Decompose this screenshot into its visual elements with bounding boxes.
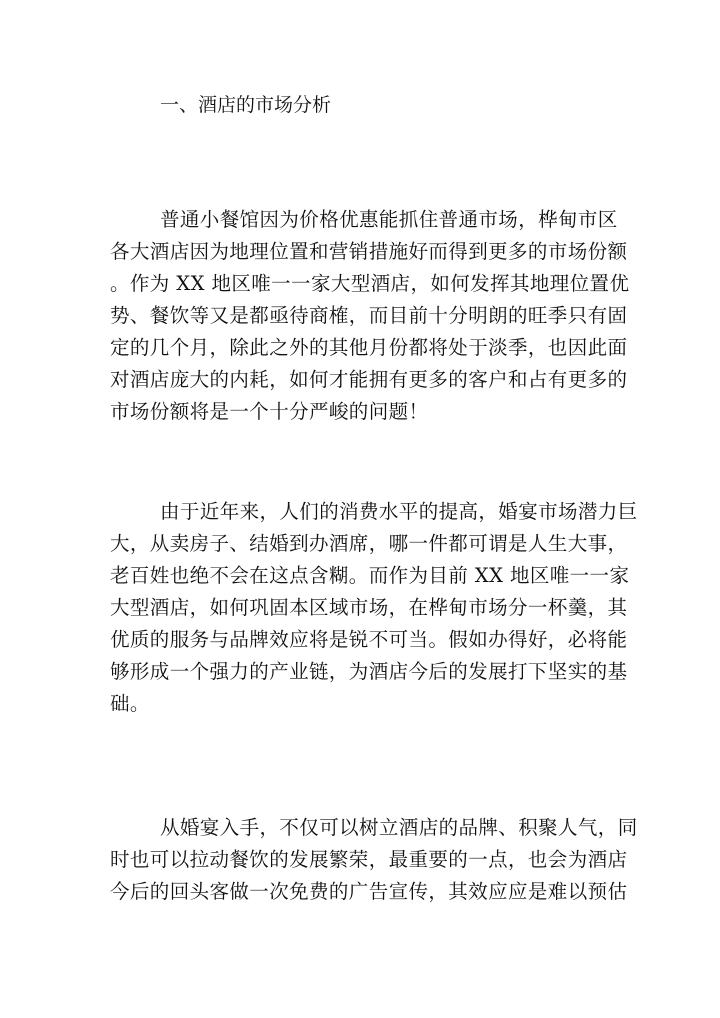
paragraph-1-line-2: 各大酒店因为地理位置和营销措施好而得到更多的市场份额 <box>110 240 628 263</box>
paragraph-3-line-3: 今后的回头客做一次免费的广告宣传，其效应应是难以预估 <box>110 880 628 903</box>
paragraph-1-line-3: 。作为 XX 地区唯一一家大型酒店，如何发挥其地理位置优 <box>110 272 630 295</box>
paragraph-1-line-5: 定的几个月，除此之外的其他月份都将处于淡季，也因此面 <box>110 336 628 359</box>
paragraph-1-line-7: 市场份额将是一个十分严峻的问题！ <box>110 400 429 423</box>
paragraph-2-line-7: 础。 <box>110 692 150 715</box>
paragraph-3-line-1: 从婚宴入手，不仅可以树立酒店的品牌、积聚人气，同 <box>160 816 638 839</box>
paragraph-1-line-6: 对酒店庞大的内耗，如何才能拥有更多的客户和占有更多的 <box>110 368 628 391</box>
paragraph-2-line-2: 大，从卖房子、结婚到办酒席，哪一件都可谓是人生大事， <box>110 532 628 555</box>
paragraph-2-line-3: 老百姓也绝不会在这点含糊。而作为目前 XX 地区唯一一家 <box>110 564 630 587</box>
paragraph-3-line-2: 时也可以拉动餐饮的发展繁荣，最重要的一点，也会为酒店 <box>110 848 628 871</box>
paragraph-1-line-1: 普通小餐馆因为价格优惠能抓住普通市场，桦甸市区 <box>160 208 618 231</box>
paragraph-2-line-4: 大型酒店，如何巩固本区域市场，在桦甸市场分一杯羹，其 <box>110 596 628 619</box>
section-heading: 一、酒店的市场分析 <box>160 94 332 116</box>
paragraph-2-line-6: 够形成一个强力的产业链，为酒店今后的发展打下坚实的基 <box>110 660 628 683</box>
paragraph-1-line-4: 势、餐饮等又是都亟待商榷，而目前十分明朗的旺季只有固 <box>110 304 628 327</box>
paragraph-2-line-1: 由于近年来，人们的消费水平的提高，婚宴市场潜力巨 <box>160 500 638 523</box>
paragraph-2-line-5: 优质的服务与品牌效应将是锐不可当。假如办得好，必将能 <box>110 628 628 651</box>
